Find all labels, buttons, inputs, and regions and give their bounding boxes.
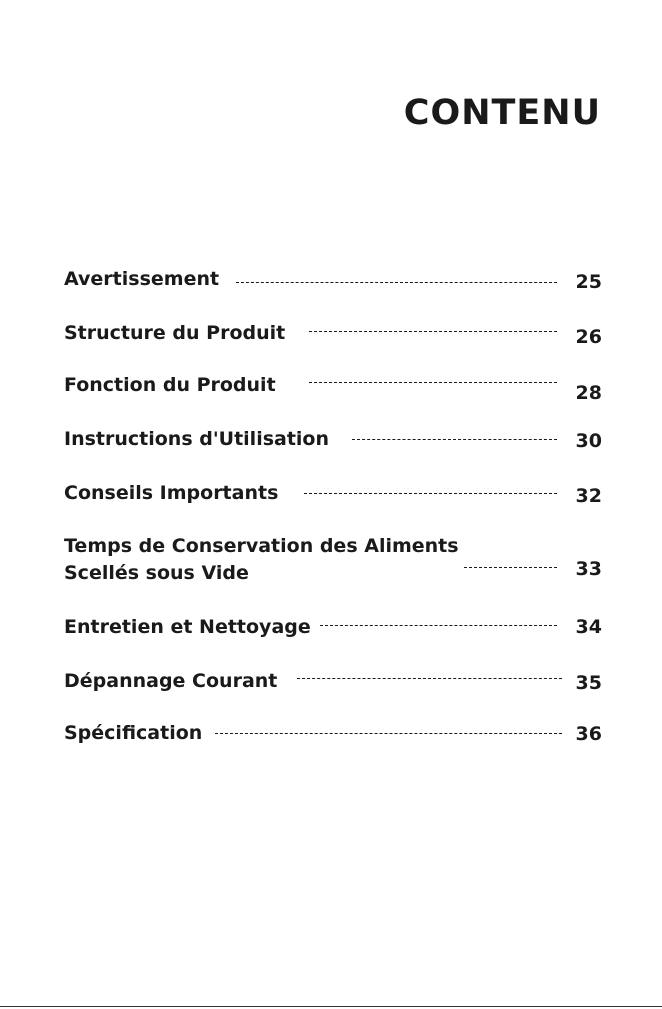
toc-entry-depannage[interactable] — [64, 668, 602, 728]
toc-page-number: 32 — [575, 485, 602, 507]
toc-leader-dots — [215, 733, 562, 734]
toc-leader-dots — [309, 382, 557, 383]
toc-entry-title: Dépannage Courant — [64, 670, 278, 692]
table-of-contents — [64, 0, 602, 1009]
toc-entry-title: Instructions d'Utilisation — [64, 428, 330, 450]
toc-entry-title: Entretien et Nettoyage — [64, 616, 311, 638]
toc-entry-fonction[interactable] — [64, 372, 602, 432]
toc-page-number: 35 — [575, 672, 602, 694]
toc-entry-specification[interactable] — [64, 720, 602, 780]
toc-entry-conseils[interactable] — [64, 480, 602, 540]
toc-entry-title-line1: Temps de Conservation des Aliments — [64, 535, 459, 557]
toc-leader-dots — [464, 567, 557, 568]
toc-leader-dots — [309, 331, 557, 332]
toc-page-number: 30 — [575, 430, 602, 452]
toc-entry-title: Spécification — [64, 722, 203, 744]
toc-leader-dots — [320, 625, 557, 626]
toc-entry-entretien[interactable] — [64, 614, 602, 674]
toc-leader-dots — [352, 439, 557, 440]
toc-entry-title: Avertissement — [64, 268, 220, 290]
page-bottom-rule — [0, 1006, 662, 1007]
toc-entry-title: Conseils Importants — [64, 482, 279, 504]
toc-leader-dots — [236, 282, 557, 283]
page-title: CONTENU — [403, 93, 601, 133]
toc-page-number: 36 — [575, 723, 602, 745]
toc-page-number: 33 — [575, 558, 602, 580]
toc-entry-title-line2: Scellés sous Vide — [64, 562, 249, 584]
toc-entry-avertissement[interactable] — [64, 266, 602, 326]
toc-entry-structure[interactable] — [64, 320, 602, 380]
toc-entry-title: Fonction du Produit — [64, 374, 276, 396]
toc-entry-temps-conservation[interactable] — [64, 533, 602, 593]
toc-leader-dots — [297, 678, 562, 679]
toc-entry-title: Structure du Produit — [64, 322, 286, 344]
toc-entry-instructions[interactable] — [64, 426, 602, 486]
toc-page-number: 25 — [575, 271, 602, 293]
toc-page-number: 28 — [575, 382, 602, 404]
toc-page-number: 26 — [575, 326, 602, 348]
toc-leader-dots — [304, 493, 557, 494]
toc-page-number: 34 — [575, 616, 602, 638]
